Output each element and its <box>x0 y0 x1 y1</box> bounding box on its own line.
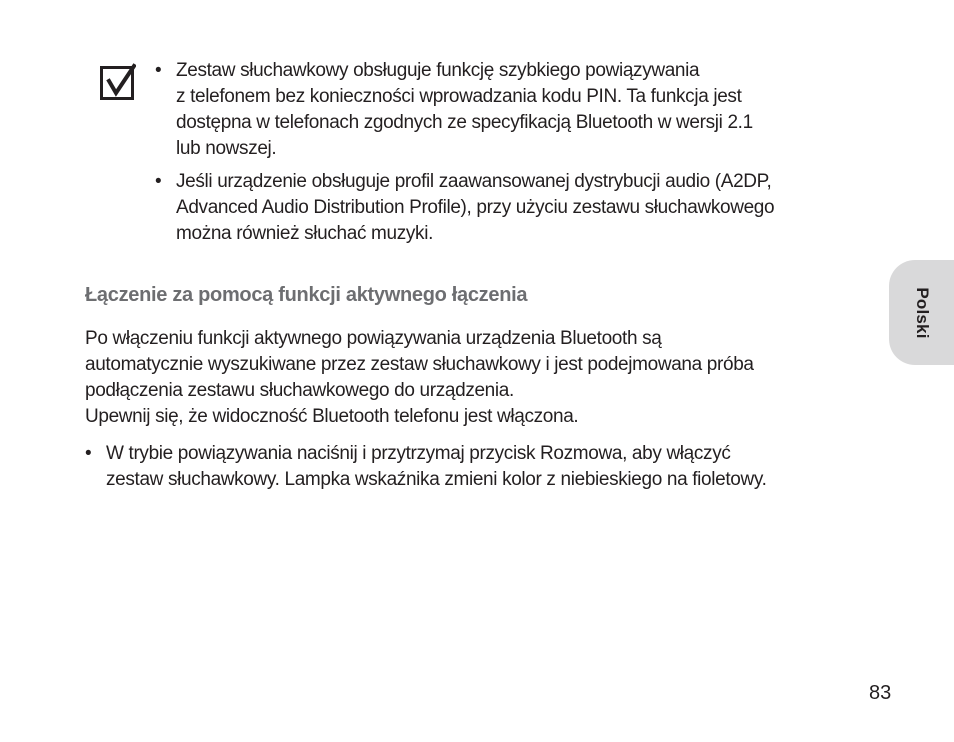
language-tab <box>889 260 954 365</box>
section-title: Łączenie za pomocą funkcji aktywnego łączenia <box>85 284 528 306</box>
bullet-icon: • <box>85 443 92 464</box>
note-item <box>155 169 875 247</box>
check-box-icon <box>100 63 136 101</box>
note-item <box>155 58 875 162</box>
note-line: Jeśli urządzenie obsługuje profil zaawansowanej dystrybucji audio (A2DP, <box>176 171 772 192</box>
note-line: lub nowszej. <box>176 138 277 159</box>
page-number: 83 <box>869 682 892 704</box>
note-list <box>155 58 875 254</box>
note-line: z telefonem bez konieczności wprowadzania kodu PIN. Ta funkcja jest <box>176 86 742 107</box>
note-line: Zestaw słuchawkowy obsługuje funkcję szybkiego powiązywania <box>176 60 700 81</box>
body-line: Upewnij się, że widoczność Bluetooth telefonu jest włączona. <box>85 406 579 427</box>
instruction-item <box>85 441 885 493</box>
body-line: podłączenia zestawu słuchawkowego do urządzenia. <box>85 380 514 401</box>
instruction-line: zestaw słuchawkowy. Lampka wskaźnika zmieni kolor z niebieskiego na fioletowy. <box>106 469 767 490</box>
bullet-icon: • <box>155 60 162 81</box>
body-line: Po włączeniu funkcji aktywnego powiązywania urządzenia Bluetooth są <box>85 328 662 349</box>
bullet-icon: • <box>155 171 162 192</box>
note-line: dostępna w telefonach zgodnych ze specyfikacją Bluetooth w wersji 2.1 <box>176 112 753 133</box>
body-line: automatycznie wyszukiwane przez zestaw słuchawkowy i jest podejmowana próba <box>85 354 754 375</box>
note-line: można również słuchać muzyki. <box>176 223 434 244</box>
instruction-list <box>85 441 885 493</box>
language-label: Polski <box>912 286 932 339</box>
instruction-line: W trybie powiązywania naciśnij i przytrzymaj przycisk Rozmowa, aby włączyć <box>106 443 731 464</box>
note-line: Advanced Audio Distribution Profile), przy użyciu zestawu słuchawkowego <box>176 197 775 218</box>
section-body <box>85 326 875 430</box>
